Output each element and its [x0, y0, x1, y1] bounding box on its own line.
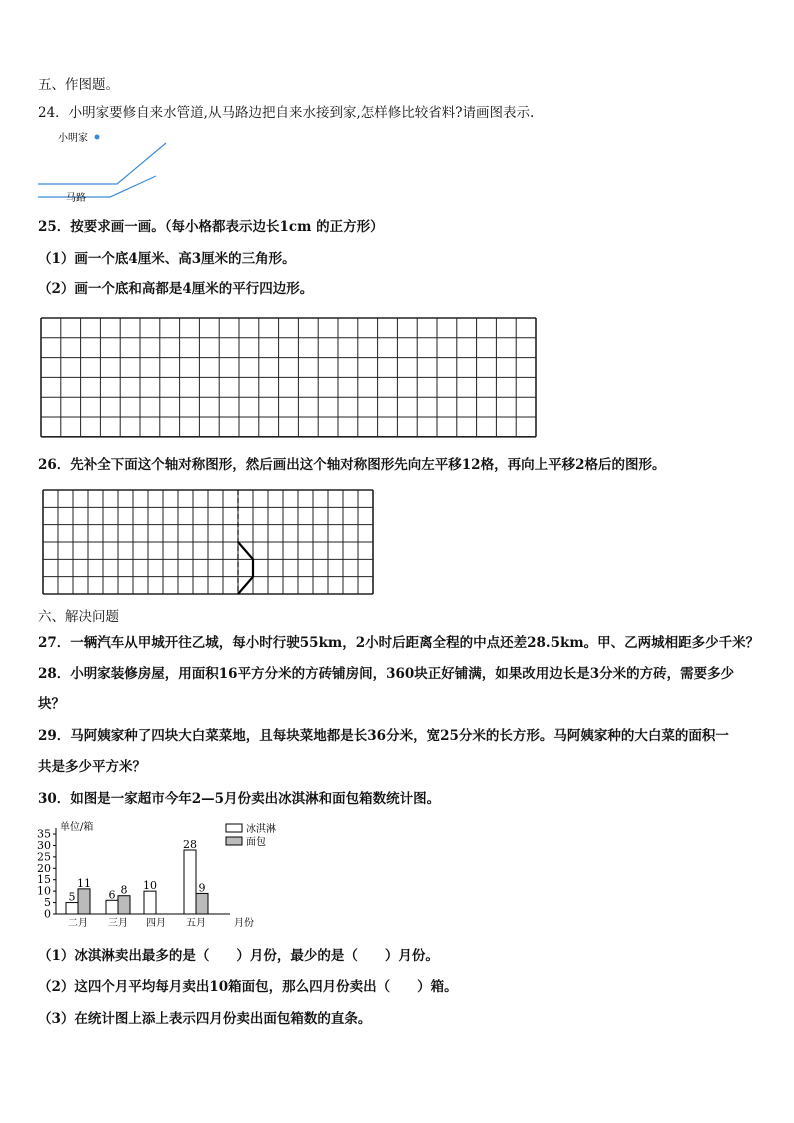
bar-icecream	[184, 850, 196, 914]
bar-icecream	[144, 891, 156, 914]
q28-text-line2: 块？	[38, 696, 65, 712]
q25-text: 25．按要求画一画。（每小格都表示边长1cm 的正方形）	[38, 219, 384, 235]
road-edge-upper	[38, 143, 166, 184]
bar-label-bread: 9	[198, 881, 206, 895]
bar-label-icecream: 28	[183, 838, 197, 851]
q27-text: 27．一辆汽车从甲城开往乙城，每小时行驶55km，2小时后距离全程的中点还差28.5km。甲、乙两城相距多少千米？	[38, 635, 760, 651]
bar-label-bread: 8	[120, 883, 128, 897]
q24-diagram	[38, 126, 168, 206]
bar-label-icecream: 5	[68, 890, 76, 904]
legend-label: 面包	[246, 837, 266, 848]
y-tick-label: 10	[37, 884, 51, 898]
q24-text: 24．小明家要修自来水管道,从马路边把自来水接到家,怎样修比较省料?请画图表示.	[38, 105, 535, 121]
y-tick-label: 5	[44, 896, 51, 910]
bar-bread	[196, 893, 208, 914]
q30-sub1: （1）冰淇淋卖出最多的是（ ）月份，最少的是（ ）月份。	[38, 948, 439, 964]
q26-drawing-grid[interactable]	[42, 489, 374, 595]
bar-label-icecream: 6	[108, 888, 116, 902]
q30-text: 30．如图是一家超市今年2—5月份卖出冰淇淋和面包箱数统计图。	[38, 791, 441, 807]
q29-text-line2: 共是多少平方米？	[38, 759, 146, 775]
bar-bread	[78, 889, 90, 914]
y-tick-label: 35	[37, 827, 51, 841]
section5-heading: 五、作图题。	[38, 77, 119, 93]
q30-bar-chart	[34, 818, 276, 932]
home-point	[95, 135, 100, 140]
y-tick-label: 20	[37, 861, 51, 875]
legend-label: 冰淇淋	[246, 824, 276, 835]
y-tick-label: 30	[37, 838, 51, 852]
legend-swatch	[226, 837, 242, 845]
bar-icecream	[106, 900, 118, 914]
q29-text-line1: 29．马阿姨家种了四块大白菜菜地，且每块菜地都是长36分米，宽25分米的长方形。马阿姨家种的大白菜的面积一	[38, 728, 729, 744]
q26-text: 26．先补全下面这个轴对称图形，然后画出这个轴对称图形先向左平移12格，再向上平移2格后的图形。	[38, 457, 666, 473]
home-label: 小明家	[58, 133, 88, 144]
road-edge-lower	[38, 176, 156, 197]
unit-label: 单位/箱	[60, 822, 94, 833]
y-tick-label: 15	[37, 873, 51, 887]
q25-drawing-grid[interactable]	[40, 317, 540, 439]
x-axis-label: 月份	[234, 918, 254, 929]
q28-text-line1: 28．小明家装修房屋，用面积16平方分米的方砖铺房间，360块正好铺满，如果改用边长是3分米的方砖，需要多少	[38, 666, 735, 682]
bar-label-icecream: 10	[143, 879, 157, 893]
legend-swatch	[226, 824, 242, 832]
y-tick-label: 25	[37, 850, 51, 864]
y-tick-label: 0	[44, 907, 51, 921]
category-label: 五月	[186, 918, 206, 929]
category-label: 四月	[146, 918, 166, 929]
bar-bread	[118, 896, 130, 914]
bar-label-bread: 11	[77, 876, 91, 890]
q25-sub1: （1）画一个底4厘米、高3厘米的三角形。	[38, 251, 296, 267]
road-label: 马路	[66, 193, 86, 204]
half-figure-outline	[238, 542, 253, 594]
q25-sub2: （2）画一个底和高都是4厘米的平行四边形。	[38, 281, 314, 297]
section6-heading: 六、解决问题	[38, 609, 119, 625]
q30-sub3: （3）在统计图上添上表示四月份卖出面包箱数的直条。	[38, 1011, 372, 1027]
bar-icecream	[66, 903, 78, 914]
category-label: 二月	[68, 918, 88, 929]
category-label: 三月	[108, 918, 128, 929]
q30-sub2: （2）这四个月平均每月卖出10箱面包，那么四月份卖出（ ）箱。	[38, 979, 458, 995]
